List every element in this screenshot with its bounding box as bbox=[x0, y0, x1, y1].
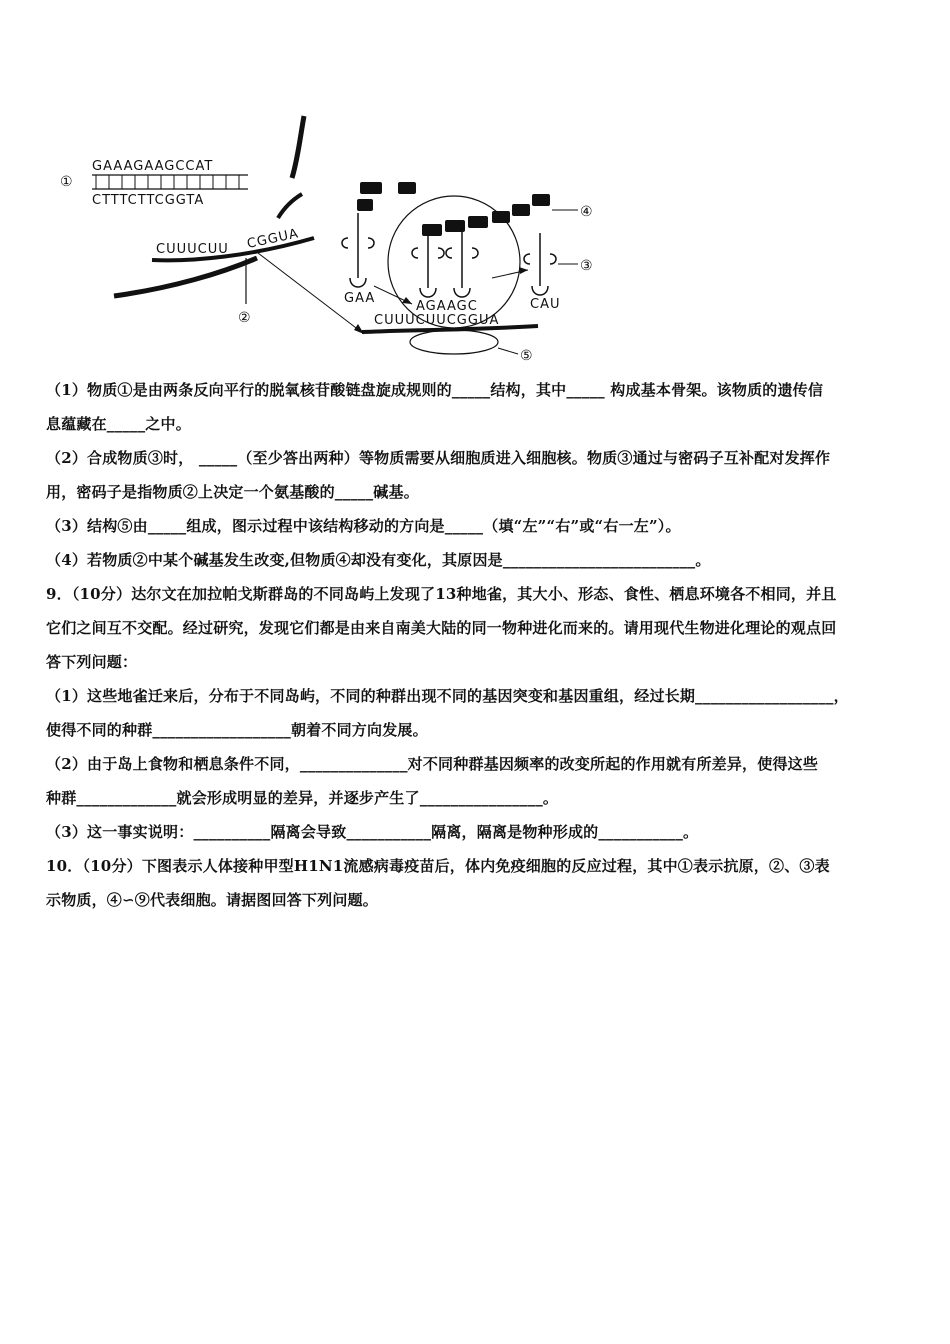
q9-stem-line-2: 它们之间互不交配。经过研究，发现它们都是由来自南美大陆的同一物种进化而来的。请用现代生物进化理论的观点回 bbox=[46, 619, 837, 637]
q8-4-line: （4）若物质②中某个碱基发生改变,但物质④却没有变化，其原因是_________________________。 bbox=[46, 551, 711, 569]
transcription-translation-figure bbox=[52, 108, 612, 370]
dna-base-pairs bbox=[96, 175, 239, 189]
anticodon-2: AGAAGC bbox=[416, 299, 478, 314]
q8-2-line-2: 用，密码子是指物质②上决定一个氨基酸的_____碱基。 bbox=[46, 483, 419, 501]
mrna-left-tail: CGGUA bbox=[245, 226, 301, 252]
q10-stem-line-1: 10．（10分）下图表示人体接种甲型H1N1流感病毒疫苗后，体内免疫细胞的反应过程，其中①表示抗原，②、③表 bbox=[46, 857, 830, 875]
q9-2-line-1: （2）由于岛上食物和栖息条件不同，______________对不同种群基因频率的改变所起的作用就有所差异，使得这些 bbox=[46, 755, 819, 773]
figure-label-5: ⑤ bbox=[520, 348, 533, 364]
q10-stem-line-2: 示物质，④∽⑨代表细胞。请据图回答下列问题。 bbox=[46, 891, 378, 909]
dna-top-strand: GAAAGAAGCCAT bbox=[92, 159, 214, 174]
figure-label-3: ③ bbox=[580, 258, 593, 274]
q8-2-line-1: （2）合成物质③时， _____（至少答出两种）等物质需要从细胞质进入细胞核。物质③通过与密码子互补配对发挥作 bbox=[46, 449, 831, 467]
q9-3-line: （3）这一事实说明：__________隔离会导致___________隔离，隔离是物种形成的___________。 bbox=[46, 823, 699, 841]
q8-1-line-2: 息蕴藏在_____之中。 bbox=[46, 415, 191, 433]
figure-label-2: ② bbox=[238, 310, 251, 326]
anticodon-1: GAA bbox=[344, 291, 376, 306]
figure-label-1: ① bbox=[60, 174, 73, 190]
dna-bottom-strand: CTTTCTTCGGTA bbox=[92, 193, 205, 208]
q9-stem-line-3: 答下列问题： bbox=[46, 653, 138, 671]
mrna-ribosome-seq: CUUUCUUCGGUA bbox=[374, 313, 500, 328]
q8-1-line-1: （1）物质①是由两条反向平行的脱氧核苷酸链盘旋成规则的_____结构，其中_____ 构成基本骨架。该物质的遗传信 bbox=[46, 381, 824, 399]
mrna-left-seq: CUUUCUU bbox=[156, 242, 229, 257]
figure-label-4: ④ bbox=[580, 204, 593, 220]
q8-3-line: （3）结构⑤由_____组成，图示过程中该结构移动的方向是_____（填“左”“右”或“右一左”）。 bbox=[46, 517, 681, 535]
q9-1-line-1: （1）这些地雀迁来后，分布于不同岛屿，不同的种群出现不同的基因突变和基因重组，经过长期__________________， bbox=[46, 687, 849, 705]
anticodon-3: CAU bbox=[530, 297, 561, 312]
q9-2-line-2: 种群_____________就会形成明显的差异，并逐步产生了________________。 bbox=[46, 789, 559, 807]
q9-stem-line-1: 9．（10分）达尔文在加拉帕戈斯群岛的不同岛屿上发现了13种地雀，其大小、形态、食性、栖息环境各不相同，并且 bbox=[46, 585, 837, 603]
q9-1-line-2: 使得不同的种群__________________朝着不同方向发展。 bbox=[46, 721, 428, 739]
question-text bbox=[46, 380, 908, 910]
